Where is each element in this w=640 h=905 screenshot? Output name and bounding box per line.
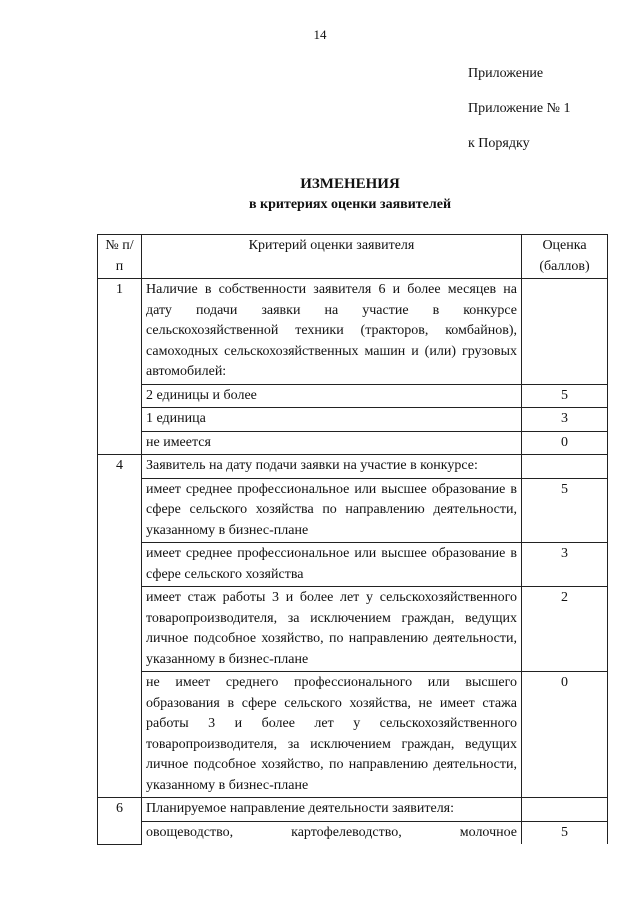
row-score	[522, 798, 608, 822]
row-score: 5	[522, 821, 608, 844]
document-title: ИЗМЕНЕНИЯ	[300, 176, 400, 192]
header-score: Оценка (баллов)	[522, 235, 608, 279]
table-row	[98, 672, 608, 798]
row-criterion: Планируемое направление деятельности заявителя:	[142, 798, 522, 822]
row-criterion: овощеводство, картофелеводство, молочное	[142, 821, 522, 844]
row-criterion: Заявитель на дату подачи заявки на участие в конкурсе:	[142, 455, 522, 479]
document-subtitle: в критериях оценки заявителей	[248, 197, 452, 212]
row-num: 1	[98, 279, 142, 455]
row-criterion: Наличие в собственности заявителя 6 и более месяцев на дату подачи заявки на участие в конкурсе сельскохозяйственной техники (тракторов, комбайнов), самоходных сельскохозяйственных машин и (или) грузовых автомобилей:	[142, 279, 522, 385]
table-row	[98, 384, 608, 408]
row-criterion: имеет среднее профессиональное или высшее образование в сфере сельского хозяйства	[142, 543, 522, 587]
row-score: 3	[522, 543, 608, 587]
row-criterion: 2 единицы и более	[142, 384, 522, 408]
row-score: 2	[522, 587, 608, 672]
row-score: 0	[522, 431, 608, 455]
table-row	[98, 431, 608, 455]
row-criterion: имеет среднее профессиональное или высшее образование в сфере сельского хозяйства по направлению деятельности, указанному в бизнес-плане	[142, 478, 522, 543]
row-criterion: не имеется	[142, 431, 522, 455]
header-num: № п/п	[98, 235, 142, 279]
table-header-row	[98, 235, 608, 279]
row-criterion: 1 единица	[142, 408, 522, 432]
appendix-number: Приложение № 1	[468, 101, 571, 116]
row-score: 5	[522, 478, 608, 543]
table-row	[98, 455, 608, 479]
row-score: 3	[522, 408, 608, 432]
table-row	[98, 543, 608, 587]
row-num: 4	[98, 455, 142, 798]
table-row	[98, 478, 608, 543]
row-criterion: имеет стаж работы 3 и более лет у сельскохозяйственного товаропроизводителя, за исключением граждан, ведущих личное подсобное хозяйство, по направлению деятельности, указанному в бизнес-плане	[142, 587, 522, 672]
appendix-label: Приложение	[468, 66, 544, 81]
criteria-table	[97, 234, 608, 845]
row-num: 6	[98, 798, 142, 845]
table-row	[98, 798, 608, 822]
row-score	[522, 455, 608, 479]
table-row	[98, 279, 608, 385]
table-row	[98, 821, 608, 844]
table-row	[98, 408, 608, 432]
row-score: 0	[522, 672, 608, 798]
appendix-reference: к Порядку	[468, 136, 530, 151]
table-row	[98, 587, 608, 672]
page-number: 14	[313, 27, 327, 42]
row-score: 5	[522, 384, 608, 408]
row-criterion: не имеет среднего профессионального или высшего образования в сфере сельского хозяйства, не имеет стажа работы 3 и более лет у сельскохозяйственного товаропроизводителя, за исключением граждан, ведущих личное подсобное хозяйство, по направлению деятельности, указанному в бизнес-плане	[142, 672, 522, 798]
header-criterion: Критерий оценки заявителя	[142, 235, 522, 279]
row-score	[522, 279, 608, 385]
